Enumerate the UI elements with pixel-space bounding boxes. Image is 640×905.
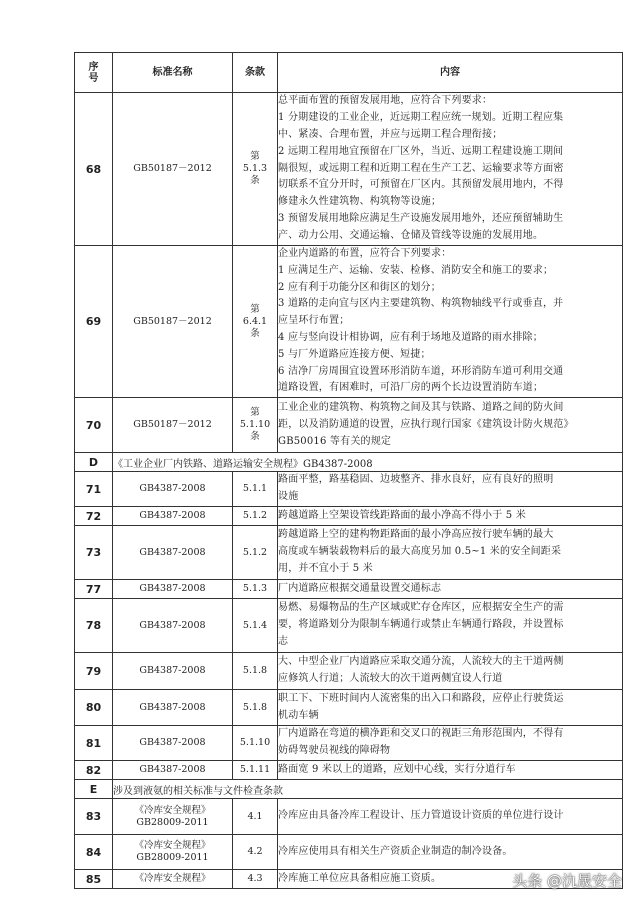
content-line: 3 预留发展用地除应满足生产设施发展用地外，还应预留辅助生 [278,212,564,224]
standard-name [113,799,233,835]
standard-name: GB50187－2012 [113,93,233,246]
row-number: 73 [75,526,113,580]
clause-line: 5.1.3 [242,163,268,174]
requirement-content [278,398,623,453]
table-row [75,580,623,599]
row-number: 78 [75,599,113,653]
content-line: 大、中型企业厂内道路应采取交通分流，人流较大的主干道两侧 [278,656,564,668]
requirement-content [278,653,623,690]
clause-number: 5.1.10 [233,726,278,761]
header-content: 内容 [278,53,623,93]
standard-name: GB4387-2008 [113,526,233,580]
content-line: 机动车辆 [278,709,319,721]
content-line: 设施 [278,491,299,503]
row-number: 79 [75,653,113,690]
standard-name: GB4387-2008 [113,599,233,653]
row-number: 71 [75,472,113,507]
table-row [75,93,623,246]
content-line: 切联系不宜分开时，可预留在厂区内。其预留发展用地内，不得 [278,179,564,191]
standard-name: GB4387-2008 [113,580,233,599]
content-line: 厂内道路在弯道的横净距和交叉口的视距三角形范围内，不得有 [278,728,564,740]
header-name: 标准名称 [113,53,233,93]
standard-name: GB4387-2008 [113,761,233,780]
content-line: 跨越道路上空的建构物距路面的最小净高应按行驶车辆的最大 [278,529,554,541]
standard-name: GB4387-2008 [113,653,233,690]
content-line: GB50016 等有关的规定 [278,435,392,447]
row-number: 70 [75,398,113,453]
standard-name: GB4387-2008 [113,726,233,761]
requirement-content [278,93,623,246]
section-row [75,780,623,799]
row-number: 82 [75,761,113,780]
requirement-content [278,507,623,526]
clause-number: 5.1.2 [233,526,278,580]
content-line: 高度或车辆装载物料后的最大高度另加 0.5~1 米的安全间距采 [278,546,562,558]
content-line: 冷库施工单位应具备相应施工资质。 [278,872,442,884]
row-number: 77 [75,580,113,599]
clause-number: 4.1 [233,799,278,835]
standard-name [113,835,233,870]
row-number: 81 [75,726,113,761]
content-line: 5 与厂外道路应连接方便、短捷； [278,348,431,360]
table-row [75,799,623,835]
standard-name-line: 《冷库安全规程》 [134,804,211,816]
content-line: 冷库应使用具有相关生产资质企业制造的制冷设备。 [278,845,513,857]
content-line: 中、紧凑、合理布置，并应与远期工程合理衔接； [278,129,503,140]
content-line: 应修筑人行道；人流较大的次干道两侧宜设人行道 [278,673,503,685]
requirement-content [278,580,623,599]
content-line: 总平面布置的预留发展用地，应符合下列要求： [278,95,493,107]
standards-table [74,52,623,889]
clause-number: 5.1.8 [233,690,278,726]
clause-number: 4.3 [233,870,278,889]
requirement-content [278,761,623,780]
table-header-row [75,53,623,93]
clause-number [233,93,278,246]
row-number: 69 [75,246,113,398]
section-row [75,453,623,472]
content-line: 修建永久性建筑物、构筑物等设施； [278,196,442,208]
clause-line: 第 [250,151,260,162]
content-line: 跨越道路上空架设管线距路面的最小净高不得小于 5 米 [278,509,526,521]
content-line: 距，以及消防通道的设置，应执行现行国家《建筑设计防火规范》 [278,418,574,430]
standard-name: GB4387-2008 [113,690,233,726]
standard-name: GB50187－2012 [113,398,233,453]
requirement-content [278,835,623,870]
content-line: 3 道路的走向宜与区内主要建筑物、构筑物轴线平行或垂直，并 [278,298,564,310]
content-line: 6 洁净厂房周围宜设置环形消防车道，环形消防车道可利用交通 [278,365,564,377]
content-line: 路面平整，路基稳固、边坡整齐、排水良好，应有良好的照明 [278,474,554,486]
header-clause: 条款 [233,53,278,93]
clause-line: 5.1.10 [239,419,271,431]
table-row [75,507,623,526]
standard-name-line: GB28009-2011 [136,816,209,828]
clause-line: 第 [250,407,260,419]
content-line: 隔很短，或远期工程和近期工程在生产工艺、运输要求等方面密 [278,162,564,174]
content-line: 企业内道路的布置，应符合下列要求： [278,248,452,259]
content-line: 用，并不宜小于 5 米 [278,563,373,575]
table-row [75,690,623,726]
row-number: 83 [75,799,113,835]
content-line: 厂内道路应根据交通量设置交通标志 [278,582,442,594]
standard-name: GB4387-2008 [113,507,233,526]
table-row [75,599,623,653]
watermark: 头条 @氿晟安全 [512,872,622,890]
row-number: 68 [75,93,113,246]
clause-line: 条 [250,175,260,186]
header-seq [75,53,113,93]
requirement-content [278,726,623,761]
requirement-content [278,472,623,507]
content-line: 道路设置，有困难时，可沿厂房的两个长边设置消防车道； [278,382,544,394]
content-line: 2 应有利于功能分区和街区的划分； [278,281,441,293]
row-number: 80 [75,690,113,726]
content-line: 工业企业的建筑物、构筑物之间及其与铁路、道路之间的防火间 [278,401,564,413]
content-line: 应呈环行布置； [278,315,350,327]
content-line: 1 应满足生产、运输、安装、检修、消防安全和施工的要求； [278,264,554,276]
clause-number: 5.1.1 [233,472,278,507]
requirement-content [278,690,623,726]
header-seq-label: 序号 [88,61,99,84]
clause-number: 5.1.3 [233,580,278,599]
table-row [75,835,623,870]
table-row [75,653,623,690]
content-line: 易燃、易爆物品的生产区域或贮存仓库区，应根据安全生产的需 [278,602,564,614]
content-line: 1 分期建设的工业企业，近远期工程应统一规划。近期工程应集 [278,112,564,124]
section-title: 《工业企业厂内铁路、道路运输安全规程》GB4387-2008 [113,453,623,472]
row-number: 72 [75,507,113,526]
table-row [75,398,623,453]
content-line: 妨碍驾驶员视线的障碍物 [278,745,391,757]
requirement-content [278,799,623,835]
clause-line: 6.4.1 [242,315,268,327]
table-row [75,761,623,780]
table-row [75,472,623,507]
section-title: 涉及到液氨的相关标准与文件检查条款 [113,780,623,799]
table-row [75,246,623,398]
content-line: 产、动力公用、交通运输、仓储及管线等设施的发展用地。 [278,229,544,241]
content-line: 冷库应由具备冷库工程设计、压力管道设计资质的单位进行设计 [278,810,564,822]
standard-name: GB4387-2008 [113,472,233,507]
standard-name-line: 《冷库安全规程》 [134,840,211,852]
content-line: 路面宽 9 米以上的道路，应划中心线，实行分道行车 [278,763,516,775]
standard-name: GB50187－2012 [113,246,233,398]
standard-name-line: 《冷库安全规程》 [134,873,211,885]
section-letter: E [75,780,113,799]
table-row [75,726,623,761]
requirement-content [278,599,623,653]
clause-number: 5.1.2 [233,507,278,526]
clause-number: 4.2 [233,835,278,870]
clause-number [233,398,278,453]
clause-number: 5.1.8 [233,653,278,690]
content-line: 要，将道路划分为限制车辆通行或禁止车辆通行路段，并设置标 [278,619,564,631]
table-row [75,526,623,580]
clause-number: 5.1.4 [233,599,278,653]
content-line: 4 应与竖向设计相协调，应有利于场地及道路的雨水排除； [278,331,543,343]
content-line: 志 [278,636,289,648]
row-number: 85 [75,870,113,889]
standard-name-line: GB28009-2011 [136,852,209,864]
content-line: 2 远期工程用地宜预留在厂区外，当近、远期工程建设施工期间 [278,145,564,157]
clause-number [233,246,278,398]
standard-name [113,870,233,889]
row-number: 84 [75,835,113,870]
clause-line: 条 [250,327,260,339]
requirement-content [278,526,623,580]
clause-line: 条 [250,431,260,443]
requirement-content [278,246,623,398]
content-line: 职工下、下班时间内人流密集的出入口和路段，应停止行驶货运 [278,692,564,704]
clause-line: 第 [250,303,260,315]
clause-number: 5.1.11 [233,761,278,780]
section-letter: D [75,453,113,472]
